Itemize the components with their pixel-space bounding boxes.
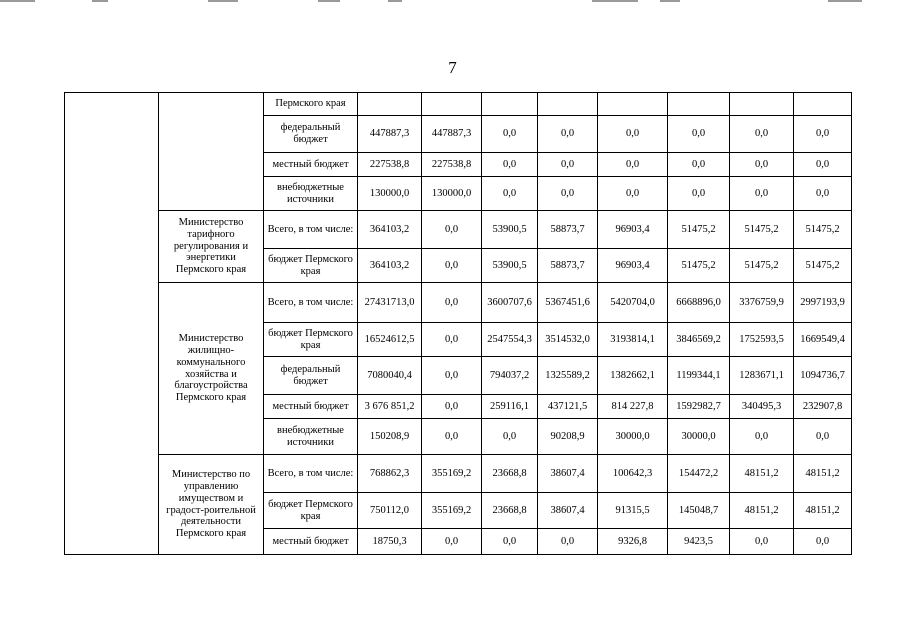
amount-cell: 0,0 — [730, 529, 794, 555]
amount-cell: 51475,2 — [730, 249, 794, 283]
amount-cell: 447887,3 — [358, 116, 422, 153]
amount-cell: 130000,0 — [358, 177, 422, 211]
amount-cell: 355169,2 — [422, 493, 482, 529]
amount-cell: 768862,3 — [358, 455, 422, 493]
amount-cell: 0,0 — [422, 323, 482, 357]
amount-cell: 3376759,9 — [730, 283, 794, 323]
executor-cell: Министерство тарифного регулирования и энергетики Пермского края — [159, 211, 264, 283]
amount-cell: 0,0 — [598, 177, 668, 211]
amount-cell: 96903,4 — [598, 211, 668, 249]
amount-cell: 1283671,1 — [730, 357, 794, 395]
funding-source-cell: бюджет Пермского края — [264, 323, 358, 357]
amount-cell: 0,0 — [422, 211, 482, 249]
funding-source-cell: внебюджетные источники — [264, 419, 358, 455]
amount-cell: 3193814,1 — [598, 323, 668, 357]
amount-cell: 30000,0 — [668, 419, 730, 455]
amount-cell: 0,0 — [668, 153, 730, 177]
table-row — [65, 455, 852, 493]
amount-cell: 51475,2 — [794, 211, 852, 249]
page-number: 7 — [448, 58, 457, 77]
amount-cell: 0,0 — [482, 116, 538, 153]
funding-source-cell: бюджет Пермского края — [264, 493, 358, 529]
amount-cell — [668, 93, 730, 116]
amount-cell: 23668,8 — [482, 493, 538, 529]
amount-cell: 340495,3 — [730, 395, 794, 419]
amount-cell: 0,0 — [422, 529, 482, 555]
amount-cell: 0,0 — [730, 177, 794, 211]
amount-cell: 0,0 — [538, 529, 598, 555]
amount-cell: 437121,5 — [538, 395, 598, 419]
amount-cell: 2997193,9 — [794, 283, 852, 323]
amount-cell: 53900,5 — [482, 249, 538, 283]
amount-cell: 30000,0 — [598, 419, 668, 455]
amount-cell: 58873,7 — [538, 211, 598, 249]
table-row — [65, 93, 852, 116]
amount-cell: 1752593,5 — [730, 323, 794, 357]
funding-source-cell: Всего, в том числе: — [264, 211, 358, 249]
amount-cell: 0,0 — [538, 177, 598, 211]
funding-source-cell: федеральный бюджет — [264, 357, 358, 395]
amount-cell: 0,0 — [538, 116, 598, 153]
amount-cell: 5420704,0 — [598, 283, 668, 323]
program-cell — [65, 93, 159, 555]
amount-cell: 51475,2 — [794, 249, 852, 283]
amount-cell: 447887,3 — [422, 116, 482, 153]
amount-cell: 0,0 — [422, 249, 482, 283]
amount-cell: 48151,2 — [794, 455, 852, 493]
amount-cell: 0,0 — [794, 177, 852, 211]
amount-cell: 0,0 — [730, 153, 794, 177]
amount-cell: 1669549,4 — [794, 323, 852, 357]
amount-cell: 51475,2 — [668, 249, 730, 283]
amount-cell: 58873,7 — [538, 249, 598, 283]
amount-cell: 1382662,1 — [598, 357, 668, 395]
amount-cell: 48151,2 — [794, 493, 852, 529]
amount-cell: 0,0 — [794, 419, 852, 455]
amount-cell — [482, 93, 538, 116]
amount-cell: 364103,2 — [358, 211, 422, 249]
amount-cell: 364103,2 — [358, 249, 422, 283]
amount-cell: 1199344,1 — [668, 357, 730, 395]
funding-source-cell: местный бюджет — [264, 395, 358, 419]
amount-cell: 1325589,2 — [538, 357, 598, 395]
amount-cell: 5367451,6 — [538, 283, 598, 323]
amount-cell: 23668,8 — [482, 455, 538, 493]
amount-cell: 0,0 — [598, 153, 668, 177]
table-row — [65, 283, 852, 323]
amount-cell: 3 676 851,2 — [358, 395, 422, 419]
amount-cell: 90208,9 — [538, 419, 598, 455]
amount-cell: 3600707,6 — [482, 283, 538, 323]
table-row — [65, 211, 852, 249]
amount-cell: 9326,8 — [598, 529, 668, 555]
funding-table — [64, 92, 852, 555]
amount-cell: 48151,2 — [730, 493, 794, 529]
amount-cell: 0,0 — [794, 116, 852, 153]
amount-cell: 0,0 — [422, 357, 482, 395]
amount-cell: 27431713,0 — [358, 283, 422, 323]
funding-source-cell: Пермского края — [264, 93, 358, 116]
amount-cell: 150208,9 — [358, 419, 422, 455]
funding-source-cell: Всего, в том числе: — [264, 455, 358, 493]
amount-cell: 0,0 — [730, 419, 794, 455]
amount-cell: 91315,5 — [598, 493, 668, 529]
executor-cell: Министерство жилищно-коммунального хозяйства и благоустройства Пермского края — [159, 283, 264, 455]
amount-cell: 0,0 — [422, 283, 482, 323]
amount-cell: 38607,4 — [538, 493, 598, 529]
amount-cell — [598, 93, 668, 116]
amount-cell — [422, 93, 482, 116]
amount-cell: 7080040,4 — [358, 357, 422, 395]
funding-source-cell: местный бюджет — [264, 153, 358, 177]
amount-cell: 814 227,8 — [598, 395, 668, 419]
amount-cell: 38607,4 — [538, 455, 598, 493]
amount-cell — [730, 93, 794, 116]
amount-cell: 53900,5 — [482, 211, 538, 249]
amount-cell: 3846569,2 — [668, 323, 730, 357]
amount-cell: 227538,8 — [358, 153, 422, 177]
amount-cell: 2547554,3 — [482, 323, 538, 357]
amount-cell: 100642,3 — [598, 455, 668, 493]
amount-cell: 51475,2 — [668, 211, 730, 249]
amount-cell: 0,0 — [422, 395, 482, 419]
funding-source-cell: внебюджетные источники — [264, 177, 358, 211]
amount-cell: 0,0 — [730, 116, 794, 153]
amount-cell: 0,0 — [598, 116, 668, 153]
amount-cell: 0,0 — [482, 153, 538, 177]
amount-cell: 9423,5 — [668, 529, 730, 555]
amount-cell: 154472,2 — [668, 455, 730, 493]
amount-cell: 227538,8 — [422, 153, 482, 177]
amount-cell: 750112,0 — [358, 493, 422, 529]
amount-cell: 1592982,7 — [668, 395, 730, 419]
funding-source-cell: бюджет Пермского края — [264, 249, 358, 283]
amount-cell: 48151,2 — [730, 455, 794, 493]
amount-cell: 0,0 — [668, 116, 730, 153]
amount-cell: 0,0 — [422, 419, 482, 455]
amount-cell: 0,0 — [794, 153, 852, 177]
amount-cell: 0,0 — [668, 177, 730, 211]
amount-cell: 6668896,0 — [668, 283, 730, 323]
amount-cell: 794037,2 — [482, 357, 538, 395]
amount-cell: 232907,8 — [794, 395, 852, 419]
funding-source-cell: местный бюджет — [264, 529, 358, 555]
amount-cell: 355169,2 — [422, 455, 482, 493]
amount-cell: 0,0 — [482, 529, 538, 555]
amount-cell: 3514532,0 — [538, 323, 598, 357]
amount-cell: 0,0 — [482, 419, 538, 455]
amount-cell: 18750,3 — [358, 529, 422, 555]
amount-cell: 51475,2 — [730, 211, 794, 249]
funding-source-cell: федеральный бюджет — [264, 116, 358, 153]
executor-cell — [159, 93, 264, 211]
amount-cell — [794, 93, 852, 116]
amount-cell: 130000,0 — [422, 177, 482, 211]
amount-cell: 0,0 — [794, 529, 852, 555]
amount-cell: 0,0 — [538, 153, 598, 177]
amount-cell: 259116,1 — [482, 395, 538, 419]
executor-cell: Министерство по управлению имуществом и градост-роительной деятельности Пермского края — [159, 455, 264, 555]
amount-cell: 145048,7 — [668, 493, 730, 529]
amount-cell — [358, 93, 422, 116]
scan-edge-artifact — [0, 0, 905, 3]
amount-cell: 0,0 — [482, 177, 538, 211]
funding-source-cell: Всего, в том числе: — [264, 283, 358, 323]
amount-cell: 96903,4 — [598, 249, 668, 283]
amount-cell — [538, 93, 598, 116]
amount-cell: 16524612,5 — [358, 323, 422, 357]
amount-cell: 1094736,7 — [794, 357, 852, 395]
